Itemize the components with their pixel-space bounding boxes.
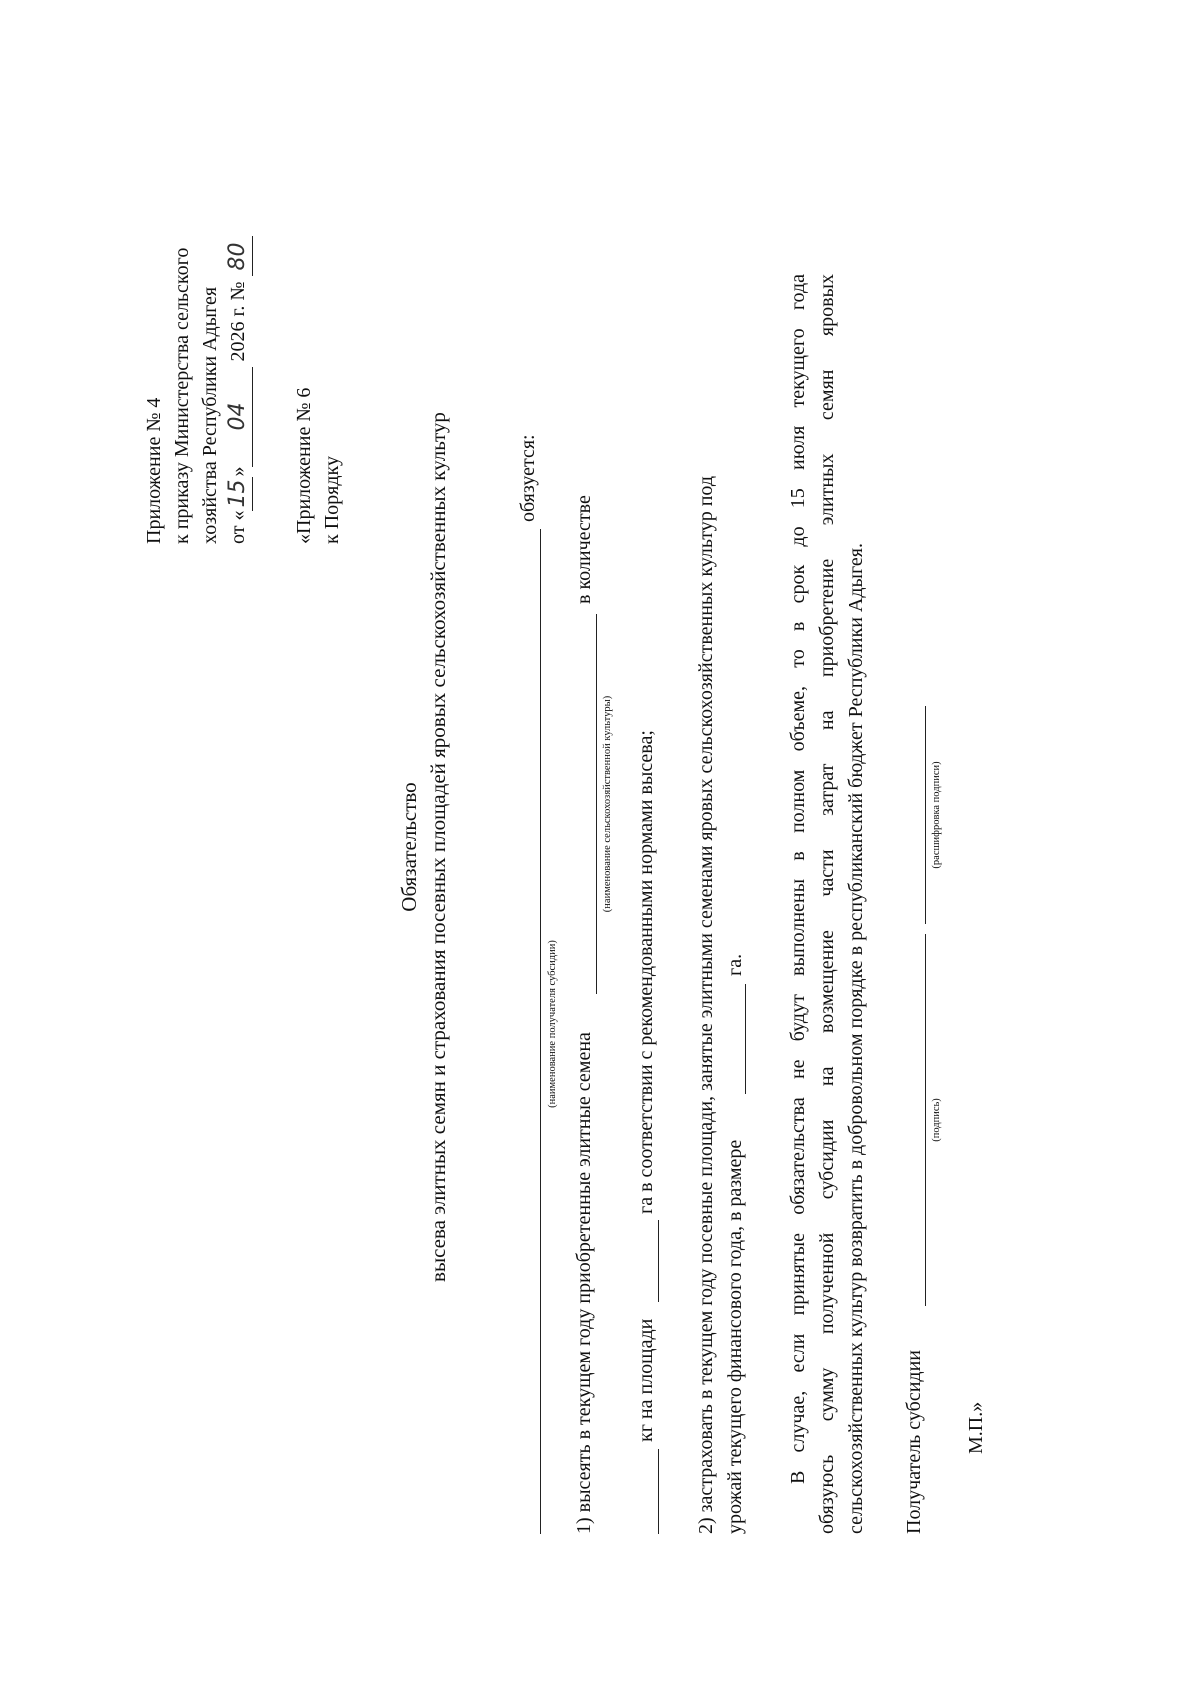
item1-line2-end: га в соответствии с рекомендованными нормами высева; [635,730,657,1214]
paragraph-line2: обязуюсь сумму полученной субсидии на возмещение части затрат на приобретение элитных семян яровых [816,274,838,1534]
signature-decode-caption: (расшифровка подписи) [931,761,942,869]
item2-line1: 2) застраховать в текущем году посевные площади, занятые элитными семенами яровых сельскохозяйственных культур под [695,475,717,1534]
area-amount-line [658,1220,659,1302]
order-day: 15 [224,477,253,511]
signature-line [925,934,926,1306]
crop-name-line [596,614,597,994]
item2-line2-end: га. [724,953,746,976]
paragraph-line1: В случае, если принятые обязательства не будут выполнены в полном объеме, то в срок до 15 июля текущего года [787,274,809,1484]
item2-line2-start: урожай текущего финансового года, в размере [724,1139,746,1534]
obliges-text: обязуется: [517,434,539,522]
order-number: 80 [224,236,253,276]
recipient-signature-label: Получатель субсидии [903,1350,925,1534]
ministry-name: хозяйства Республики Адыгея [199,286,221,544]
stamp-place: М.П.» [965,1401,987,1454]
procedure-reference: к Порядку [321,456,343,544]
signature-caption: (подпись) [931,1098,942,1142]
signature-decode-line [925,706,926,924]
paragraph-line3: сельскохозяйственных культур возвратить в добровольном порядке в республиканский бюджет Республики Адыгея. [845,542,867,1534]
appendix-number: Приложение № 4 [143,397,165,544]
kg-area-label: кг на площади [635,1318,657,1442]
document-subtitle: высева элитных семян и страхования посевных площадей яровых сельскохозяйственных культур [426,412,450,1282]
crop-caption: (наименование сельскохозяйственной культуры) [602,695,613,913]
order-month: 04 [224,367,253,467]
appendix-6: «Приложение № 6 [293,387,315,544]
order-date-line: от «15»04 2026 г. № 80 [224,236,253,544]
insured-area-line [745,984,746,1094]
item1-quantity-label: в количестве [573,495,595,604]
order-reference: к приказу Министерства сельского [171,247,193,544]
recipient-name-line [540,529,541,1534]
item1-line1: 1) высеять в текущем году приобретенные элитные семена [573,1032,595,1534]
kg-amount-line [658,1449,659,1534]
recipient-caption: (наименование получателя субсидии) [547,940,558,1108]
document-title: Обязательство [397,782,421,912]
